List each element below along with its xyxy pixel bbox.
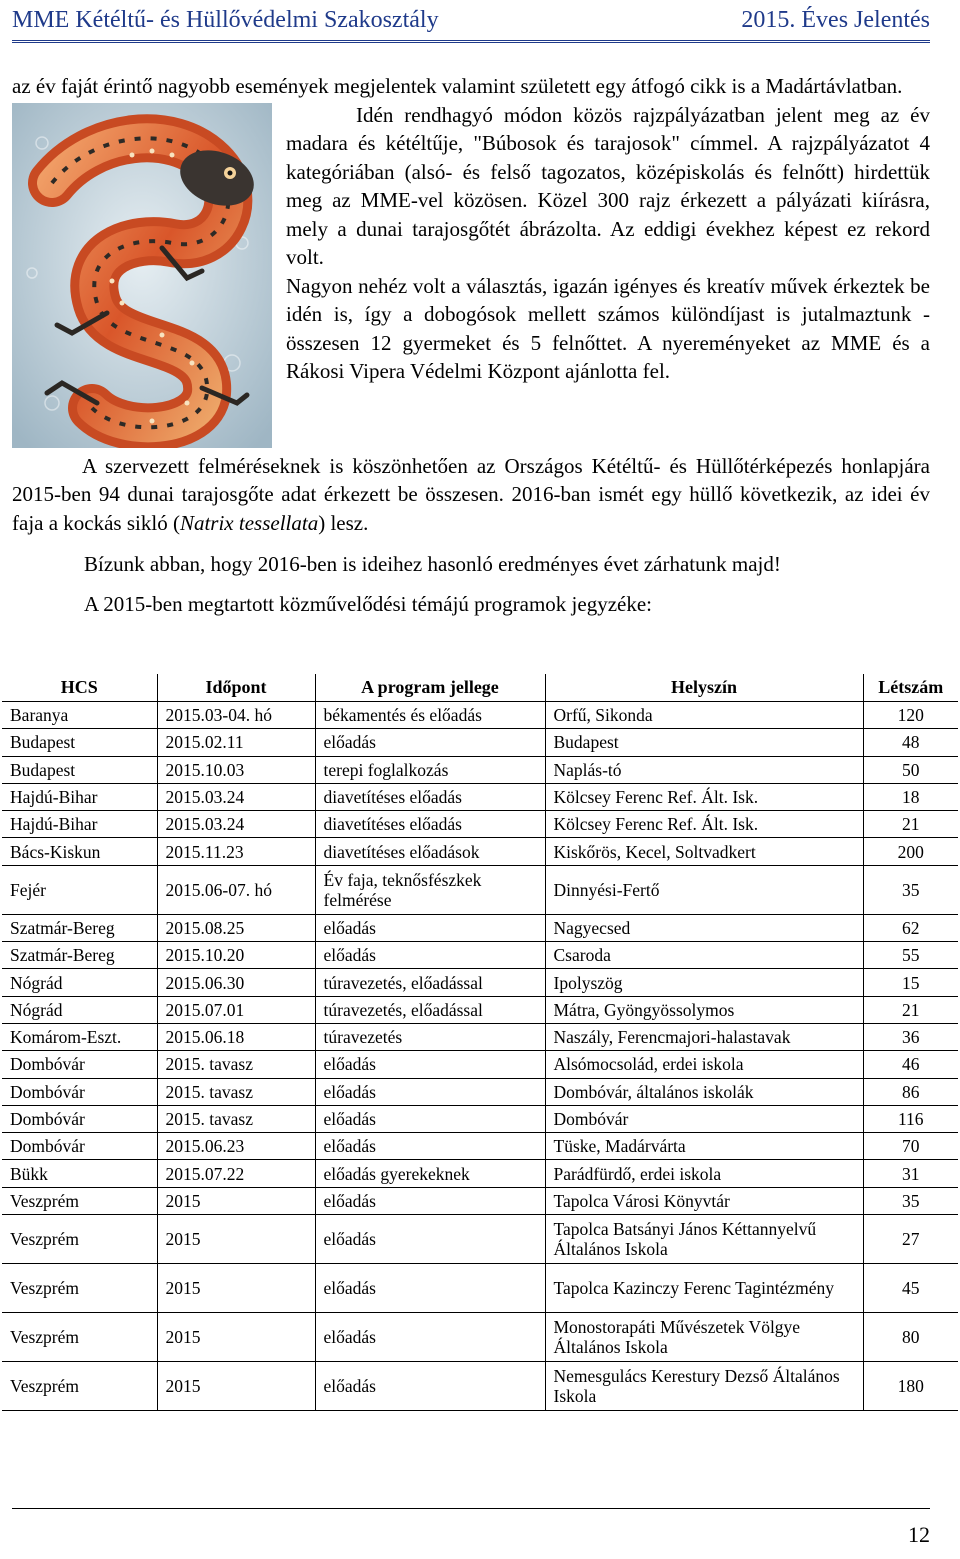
table-row xyxy=(2,811,958,838)
cell-type: Év faja, teknősfészkek felmérése xyxy=(315,865,545,914)
cell-type: előadás xyxy=(315,1051,545,1078)
page-number: 12 xyxy=(908,1522,930,1547)
cell-hcs: Veszprém xyxy=(2,1362,157,1411)
col-header-place: Helyszín xyxy=(545,674,863,702)
cell-type: előadás xyxy=(315,1313,545,1362)
cell-hcs: Dombóvár xyxy=(2,1078,157,1105)
article-body xyxy=(12,72,930,619)
cell-place: Budapest xyxy=(545,729,863,756)
table-header-row xyxy=(2,674,958,702)
cell-count: 18 xyxy=(863,783,958,810)
cell-type: diavetítéses előadás xyxy=(315,783,545,810)
cell-count: 21 xyxy=(863,996,958,1023)
table-row xyxy=(2,729,958,756)
cell-count: 27 xyxy=(863,1215,958,1264)
cell-type: diavetítéses előadások xyxy=(315,838,545,865)
cell-hcs: Fejér xyxy=(2,865,157,914)
cell-hcs: Veszprém xyxy=(2,1264,157,1313)
table-row xyxy=(2,1187,958,1214)
cell-hcs: Budapest xyxy=(2,729,157,756)
cell-count: 36 xyxy=(863,1023,958,1050)
cell-place: Dombóvár, általános iskolák xyxy=(545,1078,863,1105)
cell-place: Nagyecsed xyxy=(545,914,863,941)
cell-place: Orfű, Sikonda xyxy=(545,702,863,729)
table-row xyxy=(2,1051,958,1078)
cell-count: 46 xyxy=(863,1051,958,1078)
cell-hcs: Szatmár-Bereg xyxy=(2,914,157,941)
cell-date: 2015.07.22 xyxy=(157,1160,315,1187)
cell-type: túravezetés xyxy=(315,1023,545,1050)
paragraph-intro: az év faját érintő nagyobb események megjelentek valamint született egy átfogó cikk is a Madártávlatban. xyxy=(12,74,903,98)
cell-date: 2015 xyxy=(157,1362,315,1411)
cell-date: 2015.06.23 xyxy=(157,1133,315,1160)
cell-count: 35 xyxy=(863,865,958,914)
cell-hcs: Nógrád xyxy=(2,996,157,1023)
cell-date: 2015 xyxy=(157,1264,315,1313)
table-row xyxy=(2,1264,958,1313)
cell-count: 15 xyxy=(863,969,958,996)
cell-hcs: Hajdú-Bihar xyxy=(2,783,157,810)
cell-hcs: Veszprém xyxy=(2,1215,157,1264)
table-row xyxy=(2,1215,958,1264)
table-row xyxy=(2,969,958,996)
cell-place: Nemesgulács Kerestury Dezső Általános Iskola xyxy=(545,1362,863,1411)
cell-count: 70 xyxy=(863,1133,958,1160)
cell-type: előadás xyxy=(315,942,545,969)
cell-count: 48 xyxy=(863,729,958,756)
cell-place: Kiskőrös, Kecel, Soltvadkert xyxy=(545,838,863,865)
cell-count: 55 xyxy=(863,942,958,969)
cell-place: Mátra, Gyöngyössolymos xyxy=(545,996,863,1023)
table-row xyxy=(2,1313,958,1362)
table-row xyxy=(2,1362,958,1411)
cell-date: 2015.03-04. hó xyxy=(157,702,315,729)
cell-date: 2015 xyxy=(157,1313,315,1362)
cell-date: 2015. tavasz xyxy=(157,1078,315,1105)
cell-hcs: Budapest xyxy=(2,756,157,783)
cell-hcs: Hajdú-Bihar xyxy=(2,811,157,838)
table-row xyxy=(2,996,958,1023)
cell-type: előadás gyerekeknek xyxy=(315,1160,545,1187)
table-row xyxy=(2,865,958,914)
cell-type: előadás xyxy=(315,1078,545,1105)
cell-type: túravezetés, előadással xyxy=(315,969,545,996)
cell-date: 2015.10.20 xyxy=(157,942,315,969)
cell-hcs: Veszprém xyxy=(2,1313,157,1362)
cell-hcs: Baranya xyxy=(2,702,157,729)
page-header xyxy=(12,0,930,43)
cell-hcs: Dombóvár xyxy=(2,1133,157,1160)
cell-date: 2015.08.25 xyxy=(157,914,315,941)
cell-hcs: Bács-Kiskun xyxy=(2,838,157,865)
cell-place: Alsómocsolád, erdei iskola xyxy=(545,1051,863,1078)
cell-type: előadás xyxy=(315,1215,545,1264)
cell-date: 2015.06-07. hó xyxy=(157,865,315,914)
cell-place: Naplás-tó xyxy=(545,756,863,783)
cell-count: 116 xyxy=(863,1105,958,1132)
cell-place: Kölcsey Ferenc Ref. Ált. Isk. xyxy=(545,811,863,838)
cell-type: előadás xyxy=(315,1105,545,1132)
cell-type: békamentés és előadás xyxy=(315,702,545,729)
table-row xyxy=(2,1023,958,1050)
table-row xyxy=(2,838,958,865)
cell-date: 2015.07.01 xyxy=(157,996,315,1023)
cell-date: 2015.03.24 xyxy=(157,783,315,810)
cell-place: Ipolyszög xyxy=(545,969,863,996)
cell-place: Tapolca Kazinczy Ferenc Tagintézmény xyxy=(545,1264,863,1313)
cell-count: 31 xyxy=(863,1160,958,1187)
cell-date: 2015. tavasz xyxy=(157,1105,315,1132)
species-name: Natrix tessellata xyxy=(179,510,319,535)
table-caption: A 2015-ben megtartott közművelődési témájú programok jegyzéke: xyxy=(84,592,653,616)
table-row xyxy=(2,783,958,810)
cell-date: 2015.06.18 xyxy=(157,1023,315,1050)
cell-count: 120 xyxy=(863,702,958,729)
cell-place: Kölcsey Ferenc Ref. Ált. Isk. xyxy=(545,783,863,810)
cell-date: 2015.10.03 xyxy=(157,756,315,783)
cell-place: Dinnyési-Fertő xyxy=(545,865,863,914)
cell-type: előadás xyxy=(315,1264,545,1313)
cell-place: Dombóvár xyxy=(545,1105,863,1132)
cell-hcs: Veszprém xyxy=(2,1187,157,1214)
programs-table xyxy=(2,674,958,1411)
cell-date: 2015.06.30 xyxy=(157,969,315,996)
table-row xyxy=(2,1160,958,1187)
cell-type: túravezetés, előadással xyxy=(315,996,545,1023)
cell-place: Tapolca Batsányi János Kéttannyelvű Általános Iskola xyxy=(545,1215,863,1264)
cell-date: 2015.03.24 xyxy=(157,811,315,838)
cell-type: terepi foglalkozás xyxy=(315,756,545,783)
cell-place: Tüske, Madárvárta xyxy=(545,1133,863,1160)
cell-type: előadás xyxy=(315,1133,545,1160)
cell-count: 86 xyxy=(863,1078,958,1105)
newt-illustration xyxy=(12,103,272,448)
cell-type: előadás xyxy=(315,914,545,941)
cell-hcs: Nógrád xyxy=(2,969,157,996)
cell-place: Parádfürdő, erdei iskola xyxy=(545,1160,863,1187)
cell-hcs: Dombóvár xyxy=(2,1051,157,1078)
cell-count: 62 xyxy=(863,914,958,941)
cell-date: 2015.02.11 xyxy=(157,729,315,756)
paragraph-prizes: Nagyon nehéz volt a választás, igazán igényes és kreatív művek érkeztek be idén is, így a dobogósok mellett számos különdíjast is jutalmaztunk - összesen 12 gyermeket és 5 felnőttet. A nyereményeket az MME és a Rákosi Vipera Védelmi Központ ajánlotta fel. xyxy=(286,273,930,383)
mapping-text: A szervezett felméréseknek is köszönhetően az Országos Kétéltű- és Hüllőtérképezés honlapjára 2015-ben 94 dunai tarajosgőte adat érkezett be összesen. 2016-ban ismét egy hüllő következik, az idei év faja a kockás sikló ( xyxy=(12,453,930,535)
cell-count: 50 xyxy=(863,756,958,783)
cell-type: diavetítéses előadás xyxy=(315,811,545,838)
table-row xyxy=(2,1133,958,1160)
cell-place: Naszály, Ferencmajori-halastavak xyxy=(545,1023,863,1050)
table-row xyxy=(2,914,958,941)
table-row xyxy=(2,702,958,729)
paragraph-drawing-contest: Idén rendhagyó módon közös rajzpályázatban jelent meg az év madara és kétéltűje, "Búbosok és tarajosok" címmel. A rajzpályázatot 4 kategóriában (alsó- és felső tagozatos, középiskolás és felnőtt) hirdettük meg az MME-vel közösen. Közel 300 rajz érkezett a pályázati kiírásra, mely a dunai tarajosgőtét ábrázolta. Az eddigi évekhez képest ez rekord volt. xyxy=(286,102,930,269)
cell-hcs: Szatmár-Bereg xyxy=(2,942,157,969)
cell-hcs: Dombóvár xyxy=(2,1105,157,1132)
footer-divider xyxy=(12,1508,930,1509)
cell-place: Csaroda xyxy=(545,942,863,969)
cell-count: 180 xyxy=(863,1362,958,1411)
cell-type: előadás xyxy=(315,729,545,756)
cell-date: 2015 xyxy=(157,1187,315,1214)
cell-hcs: Komárom-Eszt. xyxy=(2,1023,157,1050)
cell-count: 35 xyxy=(863,1187,958,1214)
cell-date: 2015 xyxy=(157,1215,315,1264)
cell-type: előadás xyxy=(315,1187,545,1214)
cell-place: Monostorapáti Művészetek Völgye Általános Iskola xyxy=(545,1313,863,1362)
col-header-hcs: HCS xyxy=(2,674,157,702)
cell-date: 2015.11.23 xyxy=(157,838,315,865)
newt-drawing-image xyxy=(12,103,272,448)
table-row xyxy=(2,1105,958,1132)
mapping-text-end: ) lesz. xyxy=(318,510,369,535)
cell-hcs: Bükk xyxy=(2,1160,157,1187)
cell-count: 80 xyxy=(863,1313,958,1362)
cell-count: 200 xyxy=(863,838,958,865)
table-row xyxy=(2,1078,958,1105)
header-report-label: 2015. Éves Jelentés xyxy=(741,6,930,33)
cell-count: 21 xyxy=(863,811,958,838)
cell-date: 2015. tavasz xyxy=(157,1051,315,1078)
table-row xyxy=(2,756,958,783)
col-header-type: A program jellege xyxy=(315,674,545,702)
header-title: MME Kétéltű- és Hüllővédelmi Szakosztály xyxy=(12,6,439,33)
cell-count: 45 xyxy=(863,1264,958,1313)
cell-place: Tapolca Városi Könyvtár xyxy=(545,1187,863,1214)
col-header-count: Létszám xyxy=(863,674,958,702)
col-header-date: Időpont xyxy=(157,674,315,702)
table-row xyxy=(2,942,958,969)
paragraph-closing: Bízunk abban, hogy 2016-ben is ideihez hasonló eredményes évet zárhatunk majd! xyxy=(84,552,781,576)
paragraph-mapping xyxy=(12,452,930,538)
cell-type: előadás xyxy=(315,1362,545,1411)
